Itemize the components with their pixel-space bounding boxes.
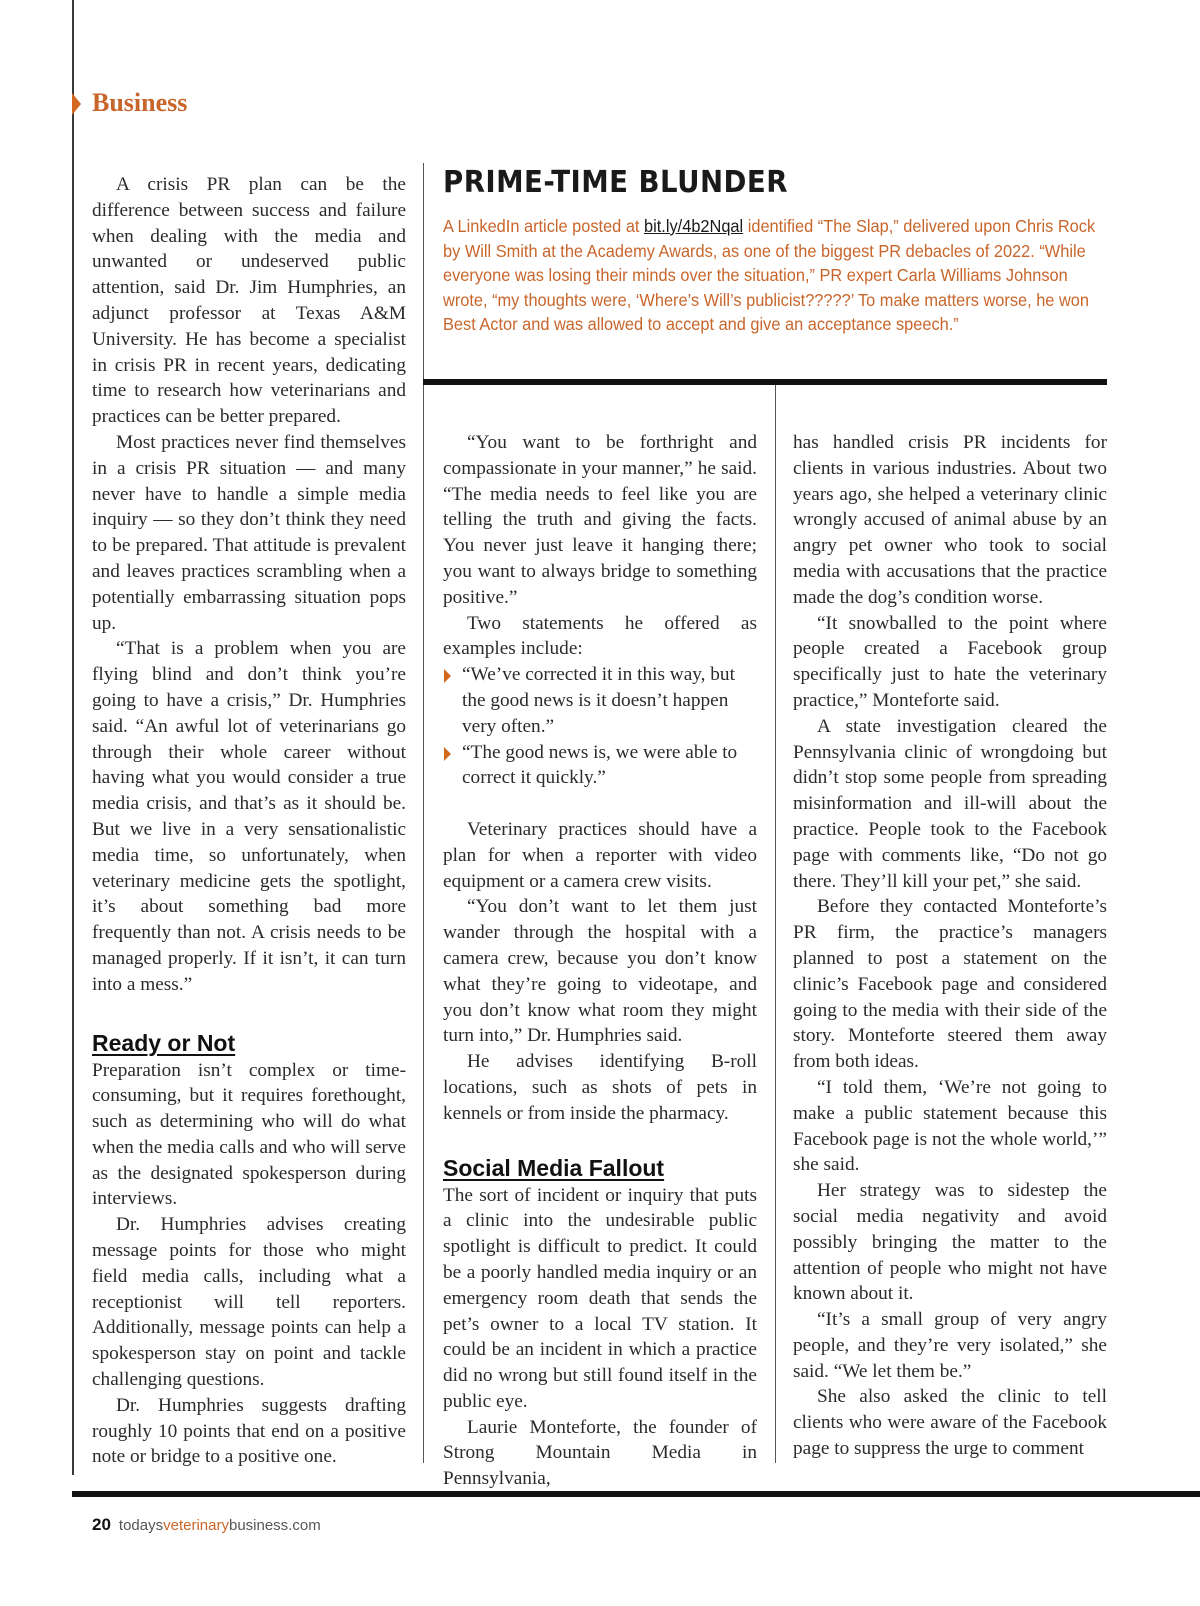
- paragraph: Her strategy was to sidestep the social media negativity and avoid possibly bringing the matter to the attention of people who might not have known about it.: [793, 1180, 1107, 1305]
- paragraph: Two statements he offered as examples include:: [443, 612, 757, 660]
- section-label: Business: [92, 88, 188, 117]
- paragraph: “It’s a small group of very angry people, and they’re very isolated,” she said. “We let them be.”: [793, 1309, 1107, 1382]
- paragraph: Dr. Humphries suggests drafting roughly 10 points that end on a positive note or bridge to a positive one.: [92, 1394, 406, 1468]
- paragraph: Veterinary practices should have a plan for when a reporter with video equipment or a camera crew visits.: [443, 818, 757, 892]
- list-item: [443, 662, 757, 739]
- column-divider: [423, 163, 424, 1463]
- bullet-arrow-icon: [444, 747, 451, 761]
- paragraph: Before they contacted Monteforte’s PR firm, the practice’s managers planned to post a statement on the clinic’s Facebook page and considered going to the media with their side of the story. Monteforte steered them away from both ideas.: [793, 896, 1107, 1073]
- paragraph: A state investigation cleared the Pennsylvania clinic of wrongdoing but didn’t stop some people from spreading misinformation and ill-will about the practice. People took to the Facebook page with comments like, “Do not go there. They’ll kill your pet,” she said.: [793, 715, 1107, 892]
- site-url-prefix: todays: [118, 1517, 164, 1534]
- sidebar-rule: [423, 379, 1107, 385]
- paragraph: A crisis PR plan can be the difference between success and failure when dealing with the media and unwanted or undeserved public attention, said Dr. Jim Humphries, an adjunct professor at Texas A&M University. He has become a specialist in crisis PR in recent years, dedicating time to research how veterinarians and practices can be better prepared.: [92, 174, 406, 428]
- page-footer: [92, 1515, 321, 1535]
- sidebar-title: PRIME-TIME BLUNDER: [443, 165, 788, 200]
- subhead-ready-or-not: Ready or Not: [92, 1029, 236, 1056]
- list-item: [443, 740, 757, 792]
- paragraph: Most practices never find themselves in a crisis PR situation — and many never have to handle a simple media inquiry — so they don’t think they need to be prepared. That attitude is prevalent and leaves practices scrambling when a potentially embarrassing situation pops up.: [92, 431, 406, 634]
- sidebar-text: identified “The Slap,” delivered upon Chris Rock by Will Smith at the Academy Awards, as one of the biggest PR debacles of 2022. “While everyone was losing their minds over the situation,” PR expert Carla Williams Johnson wrote, “my thoughts were, ‘Where’s Will’s publicist?????’ To make matters worse, he won Best Actor and was allowed to accept and give an acceptance speech.”: [443, 216, 1096, 335]
- site-url[interactable]: [119, 1517, 321, 1534]
- list-item-text: “We’ve corrected it in this way, but the good news is it doesn’t happen very often.”: [462, 664, 735, 737]
- paragraph: “You don’t want to let them just wander through the hospital with a camera crew, because you don’t know what they’re going to videotape, and you don’t know what room they might turn into,” Dr. Humphries said.: [443, 896, 757, 1047]
- sidebar-body: [443, 214, 1099, 337]
- paragraph: Dr. Humphries advises creating message points for those who might field media calls, including what a receptionist will tell reporters. Additionally, message points can help a spokesperson stay on point and tackle challenging questions.: [92, 1214, 406, 1391]
- quote-list: [443, 662, 757, 791]
- paragraph: “That is a problem when you are flying blind and don’t think you’re going to have a crisis,” Dr. Humphries said. “An awful lot of veterinarians go through their whole career without having what you would consider a true media crisis, and that’s as it should be. But we live in a very sensationalistic media time, so unfortunately, when veterinary medicine gets the spotlight, it’s about something bad more frequently than not. A crisis needs to be managed properly. If it isn’t, it can turn into a mess.”: [92, 638, 406, 995]
- sidebar-text: A LinkedIn article posted at: [443, 216, 645, 236]
- paragraph: The sort of incident or inquiry that puts a clinic into the undesirable public spotlight is difficult to predict. It could be a poorly handled media inquiry or an emergency room death that sends the pet’s owner to a local TV station. It could be an incident in which a practice did no wrong but still found itself in the public eye.: [443, 1184, 757, 1412]
- bullet-arrow-icon: [444, 669, 451, 683]
- article-column-1: [92, 172, 406, 1470]
- paragraph: He advises identifying B-roll locations, such as shots of pets in kennels or from inside the pharmacy.: [443, 1051, 757, 1124]
- site-url-accent: veterinary: [163, 1517, 229, 1534]
- sidebar-link[interactable]: bit.ly/4b2Nqal: [644, 216, 744, 236]
- paragraph: Laurie Monteforte, the founder of Strong Mountain Media in Pennsylvania,: [443, 1416, 757, 1490]
- footer-rule: [72, 1491, 1200, 1497]
- site-url-suffix: business.com: [228, 1517, 321, 1534]
- column-divider: [775, 385, 776, 1463]
- section-arrow-icon: [72, 93, 81, 115]
- page-left-rule: [72, 0, 74, 1475]
- paragraph: “I told them, ‘We’re not going to make a public statement because this Facebook page is not the whole world,’” she said.: [793, 1076, 1107, 1176]
- paragraph: has handled crisis PR incidents for clients in various industries. About two years ago, she helped a veterinary clinic wrongly accused of animal abuse by an angry pet owner who took to social media with accusations that the practice made the dog’s condition worse.: [793, 432, 1107, 608]
- article-column-3: [793, 430, 1107, 1462]
- subhead-social-media-fallout: Social Media Fallout: [443, 1154, 665, 1181]
- paragraph: She also asked the clinic to tell clients who were aware of the Facebook page to suppress the urge to comment: [793, 1386, 1107, 1460]
- page-number: 20: [92, 1515, 111, 1534]
- paragraph: Preparation isn’t complex or time-consuming, but it requires forethought, such as determining who will do what when the media calls and who will serve as the designated spokesperson during interviews.: [92, 1059, 406, 1210]
- paragraph: “It snowballed to the point where people created a Facebook group specifically just to hate the veterinary practice,” Monteforte said.: [793, 612, 1107, 711]
- article-column-2: [443, 430, 757, 1492]
- sidebar-box: [443, 165, 1108, 337]
- list-item-text: “The good news is, we were able to correct it quickly.”: [462, 741, 738, 789]
- spacer: [443, 791, 757, 817]
- paragraph: “You want to be forthright and compassionate in your manner,” he said. “The media needs to feel like you are telling the truth and giving the facts. You never just leave it hanging there; you want to always bridge to something positive.”: [443, 432, 757, 608]
